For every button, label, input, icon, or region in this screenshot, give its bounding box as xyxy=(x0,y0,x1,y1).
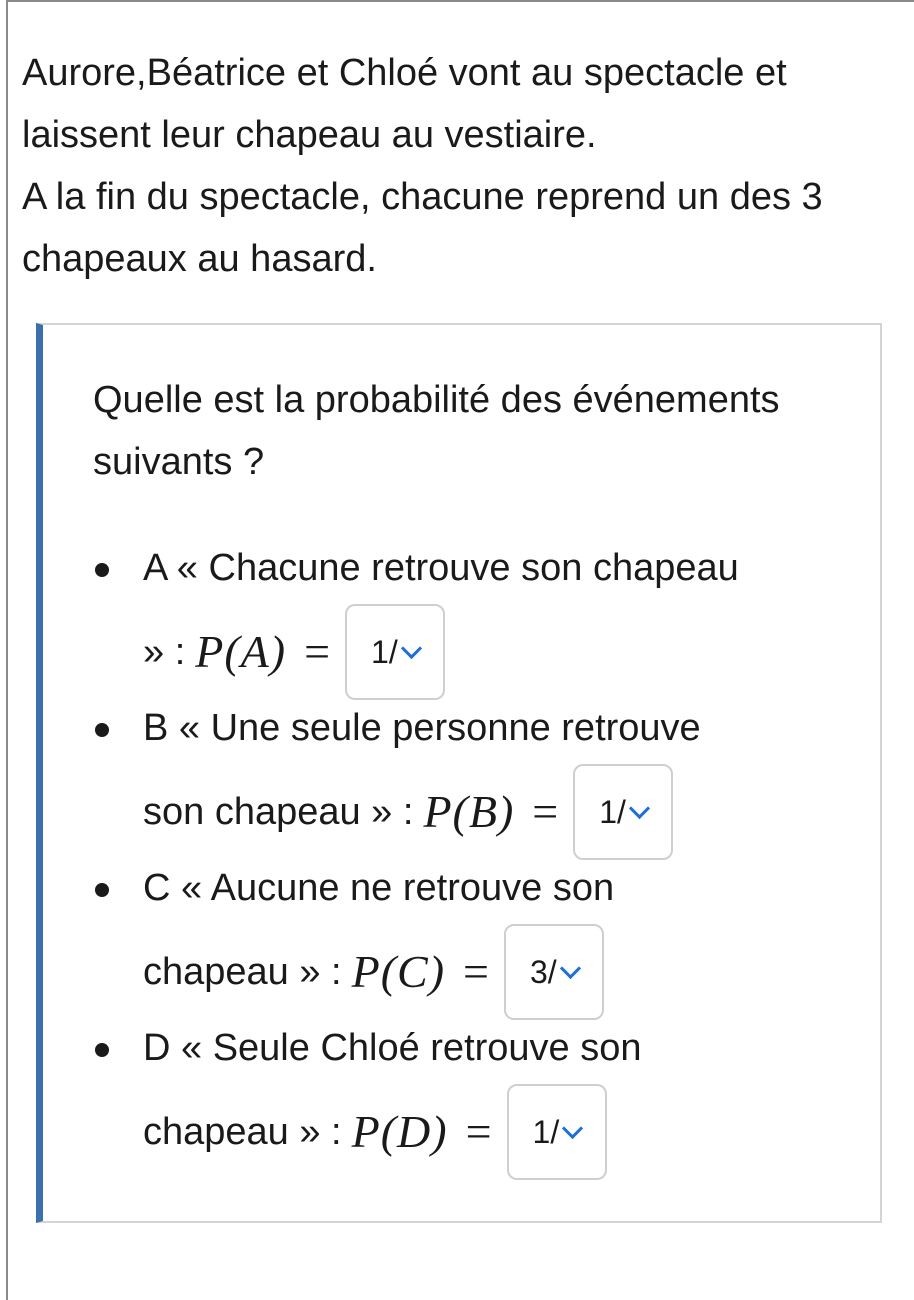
bullet-icon xyxy=(95,563,109,577)
intro-paragraph-1: Aurore,Béatrice et Chloé vont au spectacle et laissent leur chapeau au vestiaire. xyxy=(22,52,787,156)
probability-label: P(B) xyxy=(423,786,515,837)
event-description-end: son chapeau » : xyxy=(143,791,414,833)
chevron-down-icon xyxy=(401,637,422,658)
equals-sign: = xyxy=(465,1106,493,1157)
probability-select-d[interactable] xyxy=(507,1084,607,1180)
question-panel xyxy=(36,323,882,1223)
event-description: C « Aucune ne retrouve son xyxy=(143,867,615,909)
probability-select-a[interactable] xyxy=(345,604,445,700)
chevron-down-icon xyxy=(562,1117,583,1138)
equals-sign: = xyxy=(532,786,560,837)
event-description: D « Seule Chloé retrouve son xyxy=(143,1027,642,1069)
event-item-c xyxy=(143,857,843,1003)
event-answer-line xyxy=(143,781,843,843)
probability-expression xyxy=(423,781,573,843)
equals-sign: = xyxy=(463,946,490,997)
probability-label: P(C) xyxy=(351,946,446,997)
probability-expression xyxy=(195,621,345,683)
probability-expression xyxy=(352,1101,507,1163)
select-value: 1/ xyxy=(532,1114,560,1150)
question-prompt: Quelle est la probabilité des événements suivants ? xyxy=(93,379,780,483)
event-item-d xyxy=(143,1017,843,1163)
equals-sign: = xyxy=(304,626,332,677)
select-value: 1/ xyxy=(371,634,398,670)
probability-label: P(A) xyxy=(195,626,287,677)
event-answer-line xyxy=(143,1101,843,1163)
chevron-down-icon xyxy=(560,957,581,978)
chevron-down-icon xyxy=(629,797,650,818)
bullet-icon xyxy=(95,1043,109,1057)
event-item-a xyxy=(143,537,843,683)
bullet-icon xyxy=(95,723,109,737)
probability-label: P(D) xyxy=(351,1106,448,1157)
probability-expression xyxy=(352,941,504,1003)
select-value: 3/ xyxy=(529,954,557,990)
bullet-icon xyxy=(95,883,109,897)
probability-select-b[interactable] xyxy=(573,764,673,860)
event-description: A « Chacune retrouve son chapeau xyxy=(143,547,739,589)
event-description-end: chapeau » : xyxy=(143,951,342,993)
event-description-end: chapeau » : xyxy=(143,1111,342,1153)
event-item-b xyxy=(143,697,843,843)
event-answer-line xyxy=(143,941,843,1003)
event-description: B « Une seule personne retrouve xyxy=(143,707,701,749)
select-value: 1/ xyxy=(599,794,626,830)
event-description-end: » : xyxy=(143,631,186,673)
intro-paragraph-2: A la fin du spectacle, chacune reprend un des 3 chapeaux au hasard. xyxy=(22,176,823,280)
probability-select-c[interactable] xyxy=(504,924,604,1020)
problem-statement xyxy=(22,42,902,290)
event-answer-line xyxy=(143,621,843,683)
